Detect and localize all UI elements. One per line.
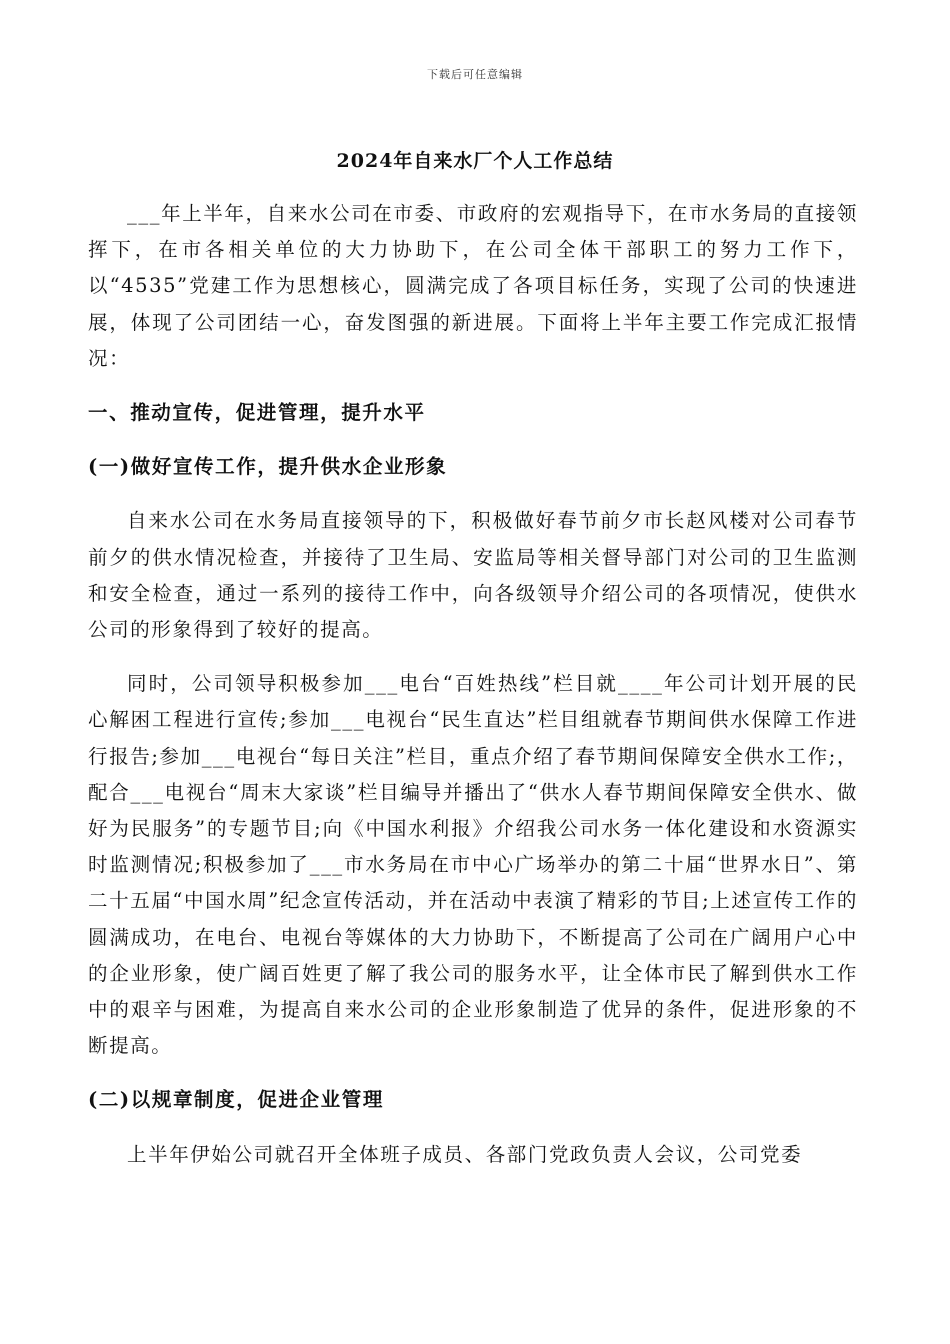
page-header: 下载后可任意编辑 [427, 68, 523, 81]
section-heading-1: 一、推动宣传，促进管理，提升水平 [88, 401, 426, 425]
document-body [88, 196, 858, 1173]
subsection-heading-2: (二)以规章制度，促进企业管理 [88, 1088, 384, 1112]
body-paragraph-1: 自来水公司在水务局直接领导的下，积极做好春节前夕市长赵风楼对公司春节前夕的供水情况检查，并接待了卫生局、安监局等相关督导部门对公司的卫生监测和安全检查，通过一系列的接待工作中，向各级领导介绍公司的各项情况，使供水公司的形象得到了较好的提高。 [88, 509, 858, 642]
document-title: 2024年自来水厂个人工作总结 [336, 150, 614, 172]
subsection-heading-1: (一)做好宣传工作，提升供水企业形象 [88, 455, 448, 479]
body-paragraph-2: 同时，公司领导积极参加___电台“百姓热线”栏目就____年公司计划开展的民心解困工程进行宣传;参加___电视台“民生直达”栏目组就春节期间供水保障工作进行报告;参加___电视台“每日关注”栏目，重点介绍了春节期间保障安全供水工作;，配合___电视台“周末大家谈”栏目编导并播出了“供水人春节期间保障安全供水、做好为民服务”的专题节目;向《中国水利报》介绍我公司水务一体化建设和水资源实时监测情况;积极参加了___市水务局在市中心广场举办的第二十届“世界水日”、第二十五届“中国水周”纪念宣传活动，并在活动中表演了精彩的节目;上述宣传工作的圆满成功，在电台、电视台等媒体的大力协助下，不断提高了公司在广阔用户心中的企业形象，使广阔百姓更了解了我公司的服务水平，让全体市民了解到供水工作中的艰辛与困难，为提高自来水公司的企业形象制造了优异的条件，促进形象的不断提高。 [88, 672, 858, 1058]
body-paragraph-3: 上半年伊始公司就召开全体班子成员、各部门党政负责人会议，公司党委 [127, 1142, 803, 1166]
intro-paragraph: ___年上半年，自来水公司在市委、市政府的宏观指导下，在市水务局的直接领挥下，在市各相关单位的大力协助下，在公司全体干部职工的努力工作下，以“4535”党建工作为思想核心，圆满完成了各项目标任务，实现了公司的快速进展，体现了公司团结一心，奋发图强的新进展。下面将上半年主要工作完成汇报情况： [88, 202, 858, 370]
